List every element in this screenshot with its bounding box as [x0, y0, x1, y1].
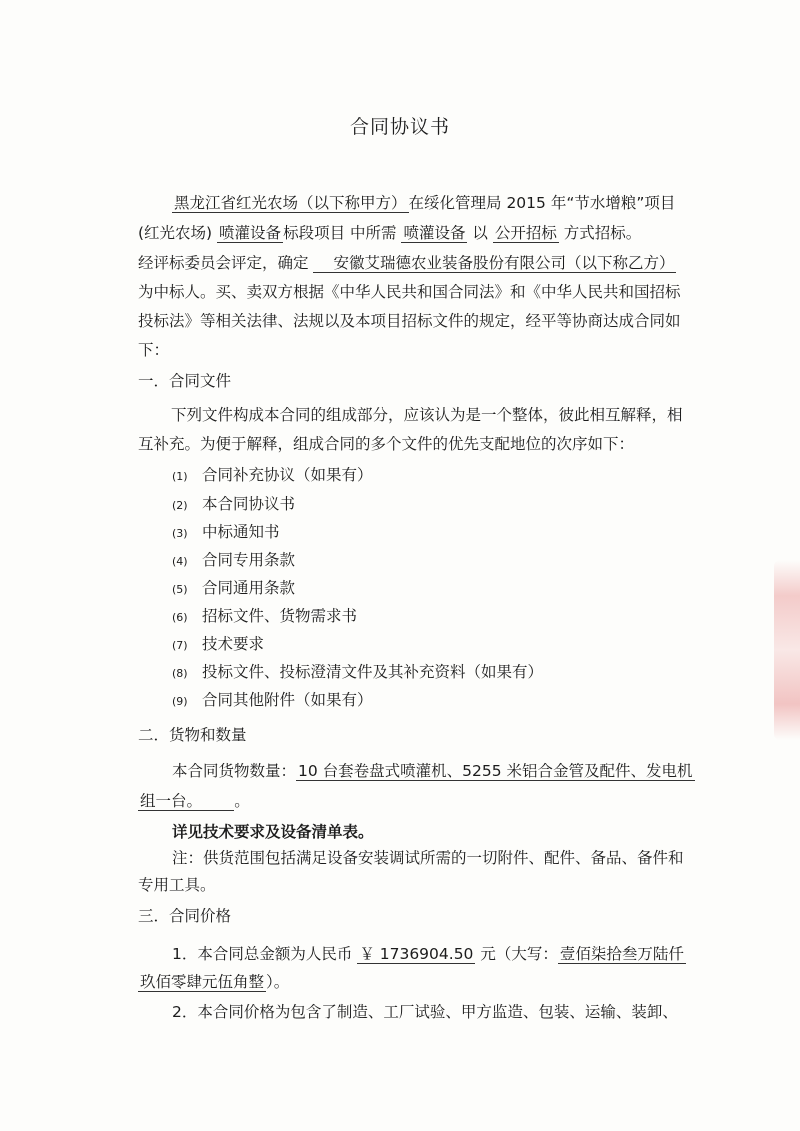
list-item — [172, 465, 373, 487]
price-line-2 — [138, 972, 289, 992]
price-line-1 — [172, 944, 686, 964]
goods-quantity-value: 组一台。 — [138, 792, 234, 811]
price-inclusion-line: 2．本合同价格为包含了制造、工厂试验、甲方监造、包装、运输、装卸、 — [172, 1003, 678, 1021]
intro-line-4: 为中标人。买、卖双方根据《中华人民共和国合同法》和《中华人民共和国招标 — [138, 283, 681, 301]
intro-text: 标段项目 中所需 — [283, 224, 397, 242]
intro-text: 在绥化管理局 2015 年“节水增粮”项目 — [408, 194, 676, 212]
section-1-para-line-2: 互补充。为便于解释，组成合同的多个文件的优先支配地位的次序如下： — [138, 435, 635, 453]
goods-quantity-line-1 — [172, 761, 695, 781]
section-2-heading: 二．货物和数量 — [138, 726, 247, 744]
intro-line-6: 下： — [138, 341, 170, 359]
party-b-name: 安徽艾瑞德农业装备股份有限公司（以下称乙方） — [313, 254, 676, 273]
intro-line-3 — [138, 253, 676, 273]
price-amount-in-words: 壹佰柒拾叁万陆仟 — [559, 945, 684, 963]
list-item-number: (1) — [172, 470, 188, 483]
list-item-text: 投标文件、投标澄清文件及其补充资料（如果有） — [202, 663, 544, 681]
intro-text: 经评标委员会评定，确定 — [138, 254, 309, 272]
list-item — [172, 690, 373, 712]
list-item — [172, 634, 264, 656]
list-item-text: 合同专用条款 — [202, 551, 296, 569]
goods-quantity-label: 本合同货物数量： — [172, 762, 297, 780]
list-item-number: (8) — [172, 667, 188, 680]
list-item-text: 招标文件、货物需求书 — [202, 607, 358, 625]
goods-name: 喷灌设备 — [403, 224, 466, 242]
seal-stamp-fragment — [774, 560, 800, 740]
intro-line-5: 投标法》等相关法律、法规以及本项目招标文件的规定，经平等协商达成合同如 — [138, 312, 681, 330]
list-item — [172, 606, 357, 628]
section-1-heading: 一．合同文件 — [138, 372, 232, 390]
list-item — [172, 494, 295, 516]
supply-scope-note-line-1: 注：供货范围包括满足设备安装调试所需的一切附件、配件、备品、备件和 — [172, 849, 684, 867]
list-item-text: 本合同协议书 — [202, 495, 296, 513]
supply-scope-note-line-2: 专用工具。 — [138, 876, 216, 894]
intro-line-1 — [172, 193, 675, 213]
list-item-number: (9) — [172, 695, 188, 708]
lot-name: 喷灌设备 — [219, 224, 282, 242]
list-item-number: (6) — [172, 611, 188, 624]
list-item-text: 中标通知书 — [202, 523, 280, 541]
list-item-number: (5) — [172, 583, 188, 596]
page-title: 合同协议书 — [349, 116, 450, 138]
list-item-number: (4) — [172, 555, 188, 568]
intro-text: (红光农场) — [138, 224, 213, 242]
details-reference: 详见技术要求及设备清单表。 — [172, 823, 374, 841]
list-item-text: 合同通用条款 — [202, 579, 296, 597]
punctuation: 。 — [234, 792, 250, 810]
list-item-text: 合同其他附件（如果有） — [202, 691, 373, 709]
list-item — [172, 662, 543, 684]
list-item-number: (2) — [172, 499, 188, 512]
party-a-name: 黑龙江省红光农场（以下称甲方） — [174, 194, 407, 212]
procurement-method: 公开招标 — [494, 224, 557, 242]
list-item — [172, 550, 295, 572]
goods-quantity-line-2 — [138, 791, 250, 811]
intro-text: 方式招标。 — [563, 224, 642, 242]
price-amount-in-words: 玖佰零肆元伍角整 — [140, 973, 265, 991]
punctuation: ）。 — [266, 973, 290, 991]
list-item-text: 技术要求 — [202, 635, 265, 653]
section-3-heading: 三．合同价格 — [138, 907, 232, 925]
intro-text: 以 — [472, 224, 488, 242]
intro-line-2 — [138, 223, 641, 243]
list-item — [172, 578, 295, 600]
list-item-number: (7) — [172, 639, 188, 652]
list-item-text: 合同补充协议（如果有） — [202, 466, 373, 484]
list-item-number: (3) — [172, 527, 188, 540]
price-caps-label: 元（大写： — [480, 945, 558, 963]
price-amount: ￥ 1736904.50 — [359, 945, 474, 963]
list-item — [172, 522, 280, 544]
price-label: 1．本合同总金额为人民币 — [172, 945, 353, 963]
section-1-para-line-1: 下列文件构成本合同的组成部分，应该认为是一个整体，彼此相互解释，相 — [171, 406, 683, 424]
goods-quantity-value: 10 台套卷盘式喷灌机、5255 米铝合金管及配件、发电机 — [298, 762, 693, 780]
